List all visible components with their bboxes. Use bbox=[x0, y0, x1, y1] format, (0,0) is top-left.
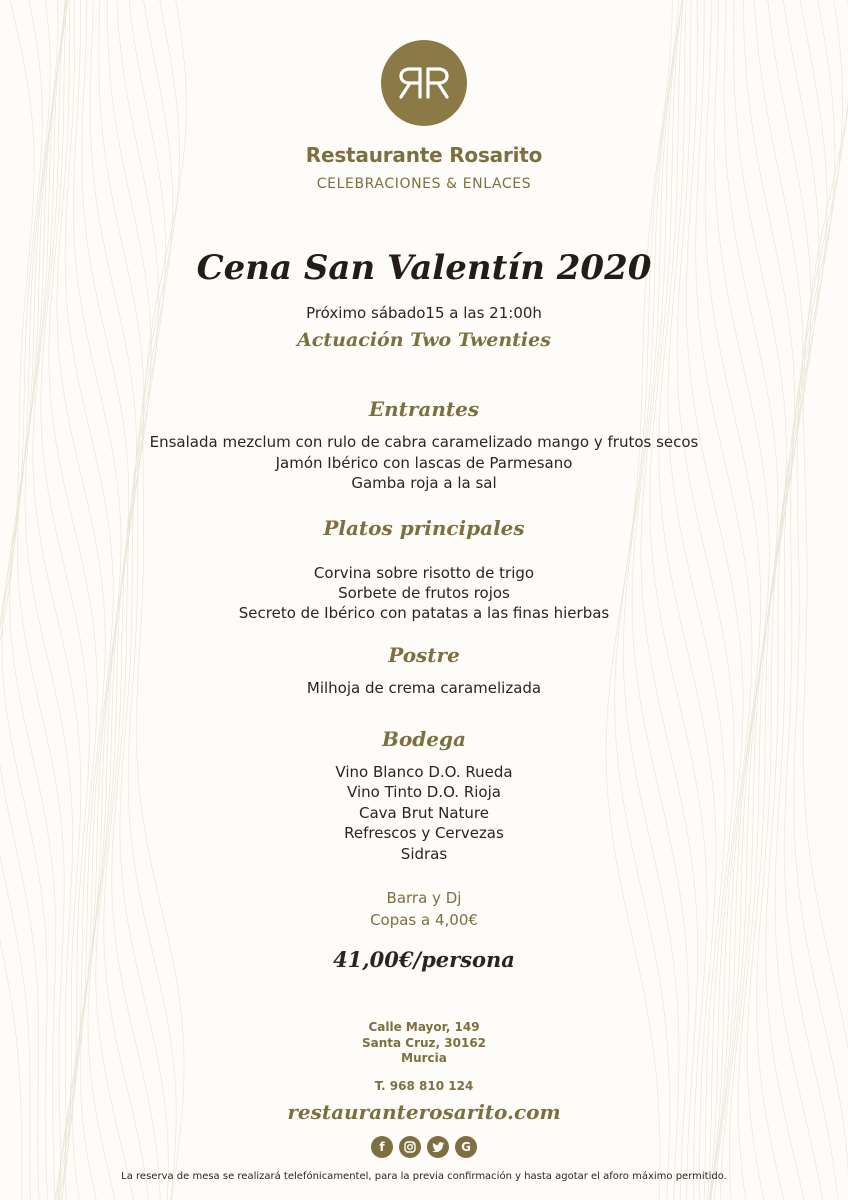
section-title-postre: Postre bbox=[388, 643, 460, 667]
menu-item: Refrescos y Cervezas bbox=[344, 824, 504, 842]
menu-item: Corvina sobre risotto de trigo bbox=[313, 564, 535, 582]
event-title: Cena San Valentín 2020 bbox=[196, 248, 652, 288]
menu-item: Sorbete de frutos rojos bbox=[338, 584, 510, 602]
menu-item: Secreto de Ibérico con patatas a las finas hierbas bbox=[238, 604, 610, 622]
event-performance: Actuación Two Twenties bbox=[297, 329, 551, 351]
address-city: Santa Cruz, 30162 bbox=[361, 1036, 487, 1050]
event-date: Próximo sábado15 a las 21:00h bbox=[306, 304, 542, 322]
twitter-icon[interactable] bbox=[427, 1136, 449, 1158]
section-title-entrantes: Entrantes bbox=[368, 397, 480, 421]
phone-number: T. 968 810 124 bbox=[374, 1079, 474, 1093]
social-links bbox=[0, 1136, 848, 1158]
menu-item: Gamba roja a la sal bbox=[351, 474, 497, 492]
address-region: Murcia bbox=[401, 1051, 447, 1065]
menu-item: Cava Brut Nature bbox=[359, 804, 489, 822]
section-title-bodega: Bodega bbox=[382, 727, 466, 751]
menu-item: Vino Blanco D.O. Rueda bbox=[335, 763, 513, 781]
extra-bar-dj: Barra y Dj bbox=[386, 889, 462, 907]
restaurant-name: Restaurante Rosarito bbox=[305, 143, 543, 167]
instagram-icon[interactable] bbox=[399, 1136, 421, 1158]
menu-item: Sidras bbox=[400, 845, 448, 863]
extra-drinks-price: Copas a 4,00€ bbox=[370, 911, 478, 929]
facebook-icon[interactable]: f bbox=[371, 1136, 393, 1158]
restaurant-tagline: CELEBRACIONES & ENLACES bbox=[316, 176, 532, 192]
menu-item: Vino Tinto D.O. Rioja bbox=[347, 783, 501, 801]
price-per-person: 41,00€/persona bbox=[333, 947, 515, 972]
menu-item: Ensalada mezclum con rulo de cabra caramelizado mango y frutos secos bbox=[149, 433, 699, 451]
address-street: Calle Mayor, 149 bbox=[368, 1020, 480, 1034]
menu-item: Milhoja de crema caramelizada bbox=[306, 679, 542, 697]
section-title-principales: Platos principales bbox=[323, 516, 525, 540]
reservation-note: La reserva de mesa se realizará telefónicamentel, para la previa confirmación y hasta agotar el aforo máximo permitido. bbox=[121, 1171, 727, 1182]
google-icon[interactable]: G bbox=[455, 1136, 477, 1158]
restaurant-logo bbox=[381, 40, 467, 126]
logo-rr-mark bbox=[393, 63, 455, 103]
menu-item: Jamón Ibérico con lascas de Parmesano bbox=[275, 454, 573, 472]
website-link[interactable]: restauranterosarito.com bbox=[287, 1100, 561, 1124]
